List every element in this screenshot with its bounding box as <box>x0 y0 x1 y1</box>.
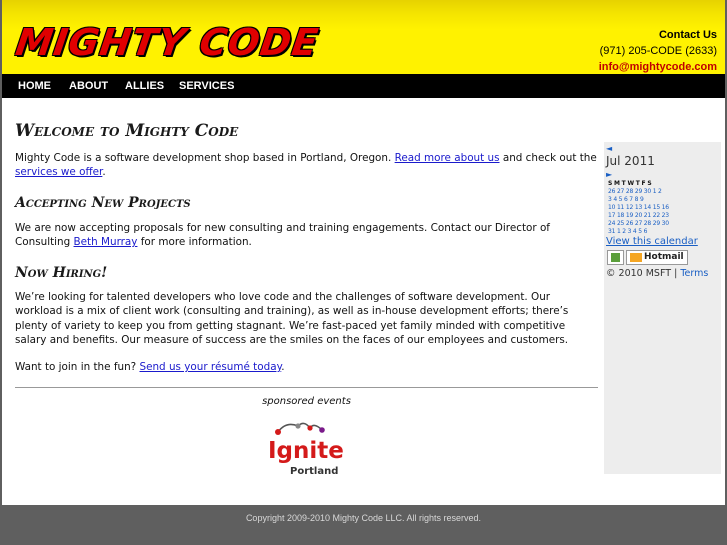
projects-heading: Accepting New Projects <box>15 195 191 211</box>
calendar-week-4[interactable]: 17 18 19 20 21 22 23 <box>608 212 669 219</box>
hiring-heading: Now Hiring! <box>15 265 108 281</box>
header-banner <box>2 0 725 74</box>
join-paragraph <box>15 360 598 374</box>
hotmail-label: Hotmail <box>644 252 684 262</box>
projects-paragraph <box>15 221 598 250</box>
email-link[interactable]: info@mightycode.com <box>598 61 717 73</box>
calendar-day-header: S M T W T F S <box>608 180 652 187</box>
ignite-word: Ignite <box>268 438 344 464</box>
terms-link[interactable]: Terms <box>680 268 709 279</box>
welcome-text-end: . <box>102 166 106 179</box>
projects-text: We are now accepting proposals for new consulting and training engagements. Contact our Director of Consulting <box>15 222 550 249</box>
copyright-separator: | <box>674 268 678 279</box>
calendar-widget <box>604 142 721 474</box>
hiring-paragraph: We’re looking for talented developers who love code and the challenges of software development. Our workload is a mix of client work (consulting and training), as well as in-house development efforts; there’s plenty of variety to keep you from getting stagnant. We’re fast-paced yet family minded with competitive salary and benefits. Our measure of success are the smiles on the faces of our employees and customers. <box>15 291 569 347</box>
footer-copyright: Copyright 2009-2010 Mighty Code LLC. All rights reserved. <box>245 513 482 523</box>
view-calendar-link[interactable]: View this calendar <box>606 236 698 247</box>
hotmail-button[interactable] <box>626 250 688 265</box>
msft-copyright <box>606 268 708 279</box>
content-area <box>2 98 725 505</box>
portland-word: Portland <box>290 466 339 477</box>
welcome-text: Mighty Code is a software development shop based in Portland, Oregon. <box>15 152 395 164</box>
send-resume-link[interactable]: Send us your résumé today <box>139 361 282 373</box>
copyright-text: © 2010 MSFT <box>606 268 672 279</box>
calendar-week-5[interactable]: 24 25 26 27 28 29 30 <box>608 220 669 227</box>
calendar-plus-icon <box>611 253 620 262</box>
welcome-paragraph <box>15 151 598 180</box>
next-month-arrow[interactable]: ► <box>606 170 613 179</box>
main-nav <box>2 74 725 98</box>
calendar-month: Jul 2011 <box>606 154 655 168</box>
projects-text-end: for more information. <box>137 236 252 249</box>
nav-home[interactable]: HOME <box>18 80 51 92</box>
join-text-end: . <box>281 361 285 373</box>
section-divider <box>15 387 598 388</box>
ignite-portland-logo[interactable] <box>264 418 354 484</box>
envelope-icon <box>630 253 642 262</box>
services-link[interactable]: services we offer <box>15 166 103 179</box>
calendar-week-3[interactable]: 10 11 12 13 14 15 16 <box>608 204 669 211</box>
calendar-week-6[interactable]: 31 1 2 3 4 5 6 <box>608 228 648 235</box>
nav-services[interactable]: SERVICES <box>179 80 235 92</box>
add-to-calendar-icon[interactable] <box>607 250 624 265</box>
mighty-code-logo[interactable]: MIGHTY CODE <box>12 21 322 64</box>
sponsored-events-label: sponsored events <box>262 396 351 407</box>
contact-title: Contact Us <box>658 29 717 41</box>
welcome-heading: Welcome to Mighty Code <box>15 121 239 141</box>
welcome-text-mid: and check out the <box>499 152 597 164</box>
read-more-link[interactable]: Read more about us <box>394 152 500 164</box>
phone-number: (971) 205-CODE (2633) <box>599 45 717 57</box>
contact-block <box>599 27 717 75</box>
beth-murray-link[interactable]: Beth Murray <box>73 236 138 249</box>
ignite-graphic <box>264 418 354 484</box>
nav-about[interactable]: ABOUT <box>69 80 109 92</box>
prev-month-arrow[interactable]: ◄ <box>606 144 613 153</box>
join-text: Want to join in the fun? <box>15 361 140 373</box>
calendar-week-1[interactable]: 26 27 28 29 30 1 2 <box>608 188 662 195</box>
nav-allies[interactable]: ALLIES <box>125 80 165 92</box>
calendar-week-2[interactable]: 3 4 5 6 7 8 9 <box>608 196 644 203</box>
